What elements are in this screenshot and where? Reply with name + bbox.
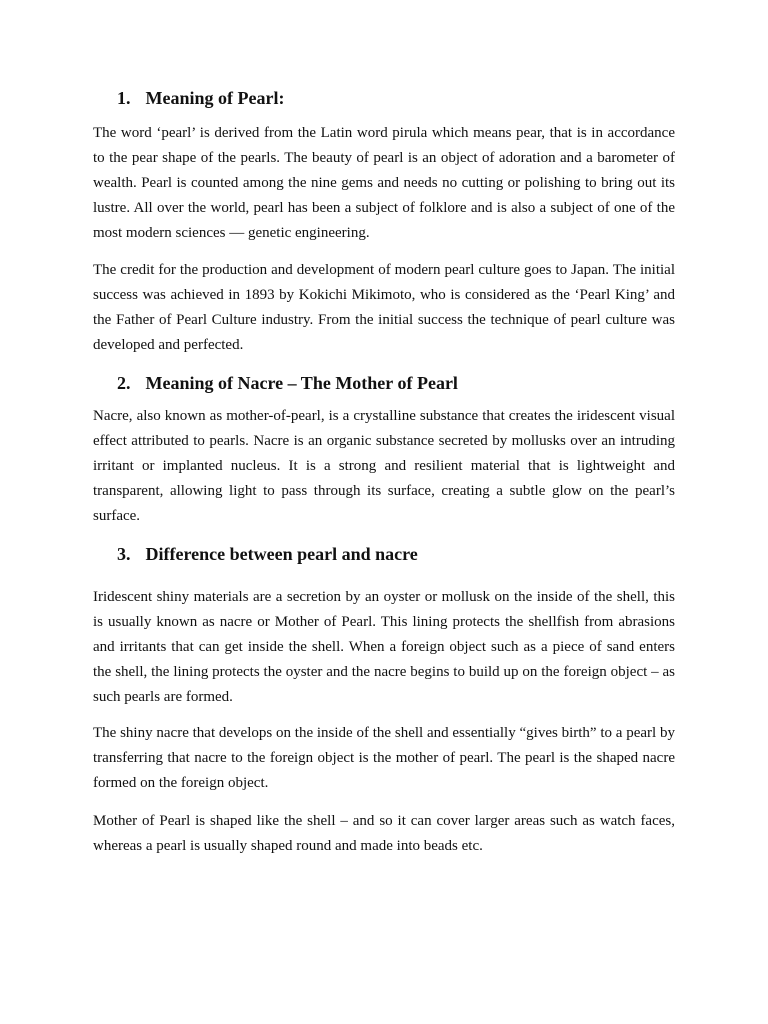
paragraph: Mother of Pearl is shaped like the shell – and so it can cover larger areas such as watch faces, whereas a pearl is usually shaped round and made into beads etc. xyxy=(93,813,675,854)
section-number: 3. xyxy=(117,544,131,564)
section-number: 1. xyxy=(117,88,131,108)
paragraph: The word ‘pearl’ is derived from the Latin word pirula which means pear, that is in accordance to the pear shape of the pearls. The beauty of pearl is an object of adoration and a barometer of wealth. Pearl is counted among the nine gems and needs no cutting or polishing to bring out its lustre. All over the world, pearl has been a subject of folklore and is also a subject of one of the most modern sciences — genetic engineering. xyxy=(93,125,675,241)
section-title: Meaning of Nacre – The Mother of Pearl xyxy=(145,373,458,393)
section-title: Meaning of Pearl: xyxy=(145,88,285,108)
section-number: 2. xyxy=(117,373,131,393)
section-heading xyxy=(93,372,699,394)
section-title: Difference between pearl and nacre xyxy=(145,544,418,564)
section-difference-pearl-nacre xyxy=(93,543,699,854)
paragraph: The credit for the production and development of modern pearl culture goes to Japan. The initial success was achieved in 1893 by Kokichi Mikimoto, who is considered as the ‘Pearl King’ and the Father of Pearl Culture industry. From the initial success the technique of pearl culture was developed and perfected. xyxy=(93,262,675,353)
section-heading xyxy=(93,543,699,565)
section-meaning-of-pearl xyxy=(93,87,699,353)
paragraph: The shiny nacre that develops on the inside of the shell and essentially “gives birth” to a pearl by transferring that nacre to the foreign object is the mother of pearl. The pearl is the shaped nacre formed on the foreign object. xyxy=(93,725,675,791)
paragraph: Nacre, also known as mother-of-pearl, is a crystalline substance that creates the iridescent visual effect attributed to pearls. Nacre is an organic substance secreted by mollusks over an intruding irritant or implanted nucleus. It is a strong and resilient material that is lightweight and transparent, allowing light to pass through its surface, creating a subtle glow on the pearl’s surface. xyxy=(93,408,675,524)
section-meaning-of-nacre xyxy=(93,372,699,524)
paragraph: Iridescent shiny materials are a secretion by an oyster or mollusk on the inside of the shell, this is usually known as nacre or Mother of Pearl. This lining protects the shellfish from abrasions and irritants that can get inside the shell. When a foreign object such as a piece of sand enters the shell, the lining protects the oyster and the nacre begins to build up on the foreign object – as such pearls are formed. xyxy=(93,589,675,705)
section-heading xyxy=(93,87,699,109)
